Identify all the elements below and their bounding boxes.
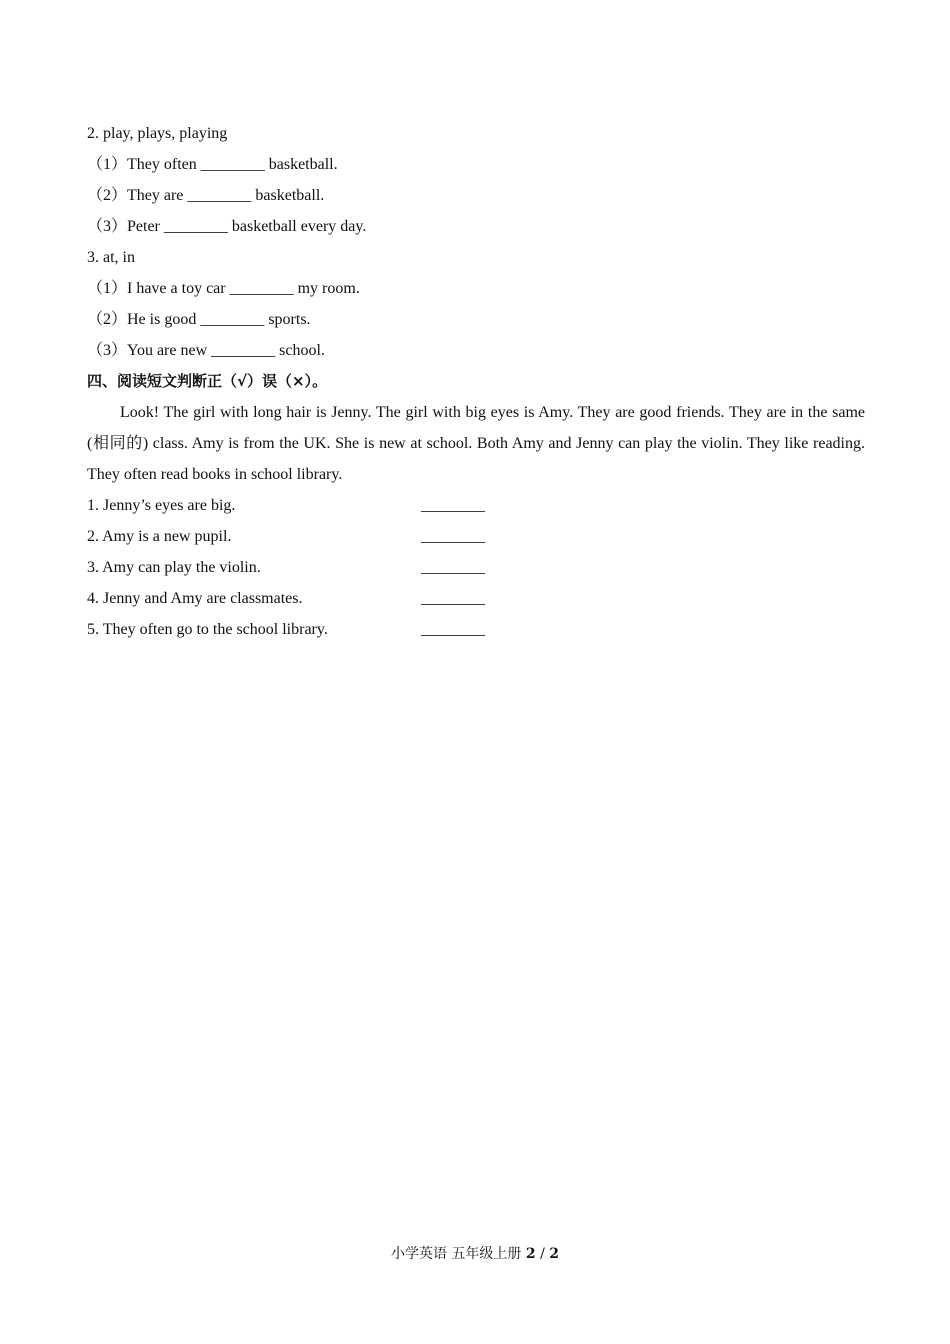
reading-passage: Look! The girl with long hair is Jenny. The girl with big eyes is Amy. They are good friends. They are in the same (相同的) class. Amy is from the UK. She is new at school. Both Amy and Jenny can play the violin. They like reading. They often read books in school library.: [87, 404, 865, 483]
statement-text: 5. They often go to the school library.: [87, 621, 328, 638]
section-2-title: 2. play, plays, playing: [87, 125, 228, 142]
answer-blank: ________: [421, 621, 485, 638]
statement-text: 3. Amy can play the violin.: [87, 559, 261, 576]
page-number: 2: [525, 1246, 536, 1262]
true-false-row: [87, 521, 865, 552]
fill-item: （3）Peter ________ basketball every day.: [87, 218, 367, 235]
statement-text: 4. Jenny and Amy are classmates.: [87, 590, 303, 607]
answer-blank: ________: [421, 528, 485, 545]
page-total: 2: [549, 1246, 560, 1262]
fill-item: （3）You are new ________ school.: [87, 342, 325, 359]
true-false-row: [87, 614, 865, 645]
part-4-heading: 四、阅读短文判断正（√）误（×）。: [87, 372, 328, 390]
fill-item: （1）They often ________ basketball.: [87, 156, 338, 173]
statement-text: 2. Amy is a new pupil.: [87, 528, 232, 545]
true-false-row: [87, 490, 865, 521]
worksheet-page: [87, 118, 865, 645]
footer-label: 小学英语 五年级上册: [390, 1246, 522, 1262]
answer-blank: ________: [421, 497, 485, 514]
statement-text: 1. Jenny’s eyes are big.: [87, 497, 236, 514]
page-separator: /: [540, 1246, 545, 1262]
answer-blank: ________: [421, 590, 485, 607]
answer-blank: ________: [421, 559, 485, 576]
section-3-title: 3. at, in: [87, 249, 135, 266]
fill-item: （2）They are ________ basketball.: [87, 187, 325, 204]
true-false-row: [87, 583, 865, 614]
fill-item: （1）I have a toy car ________ my room.: [87, 280, 360, 297]
fill-item: （2）He is good ________ sports.: [87, 311, 311, 328]
true-false-row: [87, 552, 865, 583]
page-footer: [0, 1244, 950, 1264]
